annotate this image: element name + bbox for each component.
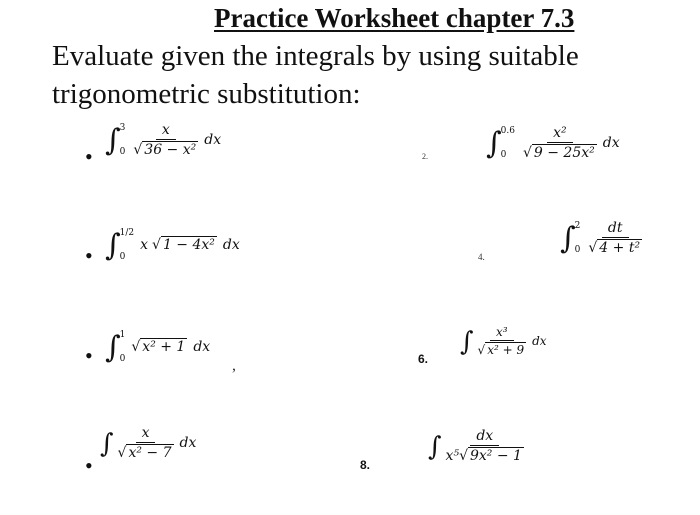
problem-5-radicand: x² + 1 [142,339,186,355]
problem-7-numerator: x [136,425,156,443]
problem-1-integral [105,122,221,158]
integral-sign-icon: ∫ [105,228,121,263]
problem-3-radicand: 1 − 4x² [162,237,215,253]
problem-2-numerator: x² [547,125,573,143]
problem-2-integral [486,125,620,161]
sqrt-icon: √ [133,142,143,158]
problem-8-denominator [446,446,524,464]
sqrt-icon: √ [522,145,532,161]
problem-4-lower-limit: 0 [574,245,581,255]
problem-7-radicand: x² − 7 [128,445,172,461]
integral-sign-icon: ∫ [105,330,121,365]
problem-3-limits [120,228,134,262]
problem-3-radical [152,237,217,253]
problem-8-marker: 8. [360,458,371,472]
problem-3-integral [105,228,240,262]
integral-sign-icon: ∫ [100,429,114,459]
problem-8-integral [428,428,528,464]
sqrt-icon: √ [459,448,468,464]
problem-2-upper-limit: 0.6 [500,126,515,136]
problem-8-denominator-prefix: x⁵ [445,448,460,464]
problem-4-integral [560,220,646,256]
problem-8-numerator: dx [470,428,499,446]
integral-sign-icon: ∫ [560,221,576,256]
bullet-problem-3: • [85,243,93,268]
bullet-problem-7: • [85,453,93,478]
problem-2-fraction [523,125,597,161]
integral-sign-icon: ∫ [428,432,442,462]
problem-7-denominator [118,443,174,461]
problem-4-numerator: dt [602,220,629,238]
problem-6-numerator: x³ [490,325,514,341]
sqrt-icon: √ [477,343,486,357]
integral-sign-icon: ∫ [460,327,474,357]
problem-2-radicand: 9 − 25x² [533,145,595,161]
problem-1-denominator [133,140,198,158]
worksheet-title: Practice Worksheet chapter 7.3 [214,3,575,33]
sqrt-icon: √ [152,237,161,253]
problem-4-upper-limit: 2 [574,221,581,231]
problem-3-differential: dx [222,237,240,253]
problem-6-radicand: x² + 9 [487,343,525,357]
problem-2-limits [501,126,515,160]
problem-6-differential: dx [532,334,547,348]
problem-4-radicand: 4 + t² [599,240,641,256]
sqrt-icon: √ [588,240,598,256]
problem-4-denominator [588,238,642,256]
problem-5-lower-limit: 0 [119,354,126,364]
integral-sign-icon: ∫ [105,123,121,158]
problem-2-denominator [523,143,597,161]
problem-2-marker: 2. [422,152,428,161]
problem-4-marker: 4. [478,252,485,262]
integral-sign-icon: ∫ [486,126,502,161]
problem-5-radical [131,339,187,355]
problem-3-prefix: x [140,237,149,253]
problem-5-differential: dx [193,339,211,355]
bullet-problem-5: • [85,343,93,368]
problem-3-upper-limit: 1/2 [119,228,135,238]
problem-7-differential: dx [179,435,197,451]
problem-3-lower-limit: 0 [119,252,126,262]
problem-5-integral [105,330,210,364]
instructions-text: Evaluate given the integrals by using suitable trigonometric substitution: [52,40,579,110]
problem-6-marker: 6. [418,352,429,366]
bullet-problem-1: • [85,144,93,169]
problem-6-fraction [478,325,527,357]
problem-1-fraction [133,122,198,158]
problem-2-differential: dx [602,135,620,151]
problem-2-lower-limit: 0 [500,150,507,160]
problem-8-radicand: 9x² − 1 [469,448,522,464]
problem-8-fraction [446,428,524,464]
problem-5-upper-limit: 1 [119,330,126,340]
problem-1-differential: dx [204,132,222,148]
problem-1-numerator: x [156,122,176,140]
problem-7-fraction [118,425,174,461]
problem-4-fraction [588,220,642,256]
problem-6-integral [460,325,547,357]
problem-7-integral [100,425,196,461]
problem-1-radicand: 36 − x² [144,142,197,158]
problem-1-lower-limit: 0 [119,147,126,157]
sqrt-icon: √ [131,339,141,355]
stray-comma-mark: , [232,357,236,374]
sqrt-icon: √ [117,445,127,461]
problem-6-denominator [478,341,527,357]
problem-1-upper-limit: 3 [119,123,126,133]
